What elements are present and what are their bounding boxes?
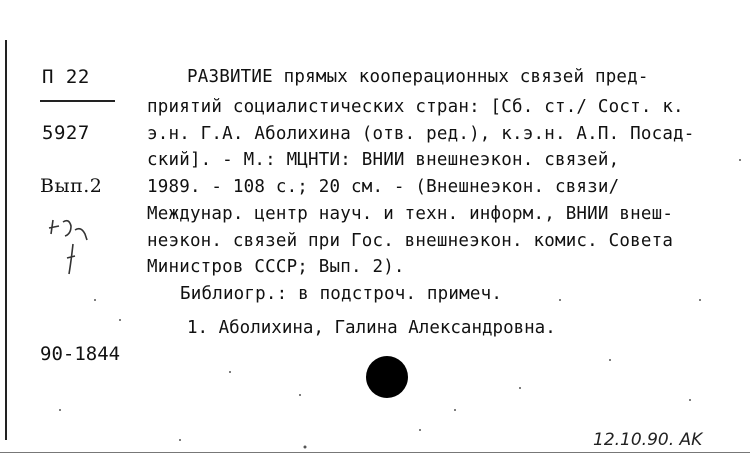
card-body-line: Министров СССР; Вып. 2). [147,257,405,277]
card-body-line: э.н. Г.А. Аболихина (отв. ред.), к.э.н. А.П. Посад- [147,124,695,144]
card-body-line: РАЗВИТИЕ прямых кооперационных связей пред- [187,67,649,87]
card-left-border [5,40,7,440]
punch-hole-icon [366,356,408,398]
shelf-mark-underline [40,100,115,102]
card-body-line: неэкон. связей при Гос. внешнеэкон. комис. Совета [147,231,674,251]
issue-mark: Вып.2 [40,175,103,197]
handwritten-mark-icon [45,212,95,282]
accession-number: 90-1844 [40,343,121,365]
card-body-line: ский]. - М.: МЦНТИ: ВНИИ внешнеэкон. связей, [147,150,620,170]
card-body-line: 1989. - 108 с.; 20 см. - (Внешнеэкон. связи/ [147,177,620,197]
card-bottom-edge [0,452,750,453]
card-body-line: Междунар. центр науч. и техн. информ., ВНИИ внеш- [147,204,674,224]
shelf-mark: П 22 [42,66,90,88]
author-mark: 5927 [42,122,90,144]
date-stamp: 12.10.90. AK [593,430,703,450]
card-body-line: Библиогр.: в подстроч. примеч. [180,284,503,304]
card-body-line: приятий социалистических стран: [Сб. ст./ Сост. к. [147,97,684,117]
subject-entry: 1. Аболихина, Галина Александровна. [187,318,556,338]
